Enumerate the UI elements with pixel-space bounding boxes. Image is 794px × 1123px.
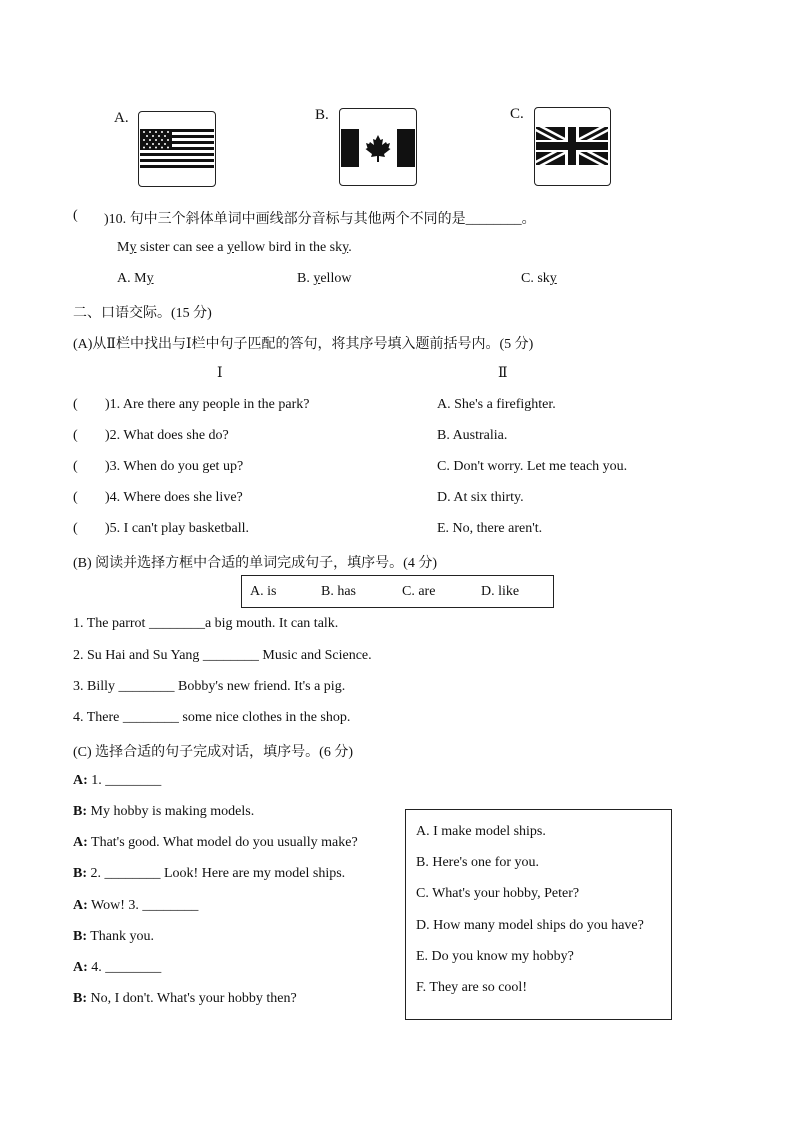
- partB-sentence-4: 4. There ________ some nice clothes in the shop.: [73, 710, 351, 725]
- partA-item3-answer: C. Don't worry. Let me teach you.: [437, 459, 628, 474]
- section2-title: 二、口语交际。(15 分): [73, 306, 212, 321]
- partB-sentence-3: 3. Billy ________ Bobby's new friend. It's a pig.: [73, 679, 346, 694]
- flag-option-b-label: B.: [315, 107, 329, 123]
- partC-option-c: C. What's your hobby, Peter?: [416, 886, 580, 901]
- word-option-b: B. has: [321, 584, 356, 599]
- partA-item5-question: )5. I can't play basketball.: [105, 521, 250, 536]
- partA-item4-question: )4. Where does she live?: [105, 490, 243, 505]
- partA-item4-answer: D. At six thirty.: [437, 490, 524, 505]
- q10-paren-open: (: [73, 208, 78, 223]
- partB-instruction: (B) 阅读并选择方框中合适的单词完成句子，填序号。(4 分): [73, 556, 437, 571]
- q10-prompt: 10. 句中三个斜体单词中画线部分音标与其他两个不同的是________。: [108, 212, 536, 227]
- q10-option-a[interactable]: A. My: [117, 271, 154, 286]
- dialog-line-4: B: 2. ________ Look! Here are my model ships.: [73, 866, 346, 881]
- partA-instruction: (A)从Ⅱ栏中找出与Ⅰ栏中句子匹配的答句，将其序号填入题前括号内。(5 分): [73, 337, 534, 352]
- partC-instruction: (C) 选择合适的句子完成对话，填序号。(6 分): [73, 745, 353, 760]
- word-option-c: C. are: [402, 584, 436, 599]
- partB-sentence-2: 2. Su Hai and Su Yang ________ Music and Science.: [73, 648, 372, 663]
- dialog-line-2: B: My hobby is making models.: [73, 804, 255, 819]
- word-option-a: A. is: [250, 584, 277, 599]
- partA-item2-paren[interactable]: (: [73, 428, 78, 443]
- q10-paren-close: ): [104, 212, 109, 227]
- partA-item5-answer: E. No, there aren't.: [437, 521, 543, 536]
- partA-item4-paren[interactable]: (: [73, 490, 78, 505]
- canada-flag-card: [339, 108, 417, 186]
- partB-word-box: [241, 575, 554, 608]
- partC-option-e: E. Do you know my hobby?: [416, 949, 574, 964]
- partA-item1-question: )1. Are there any people in the park?: [105, 397, 310, 412]
- q10-answer-blank[interactable]: [104, 208, 536, 228]
- partC-option-d: D. How many model ships do you have?: [416, 918, 644, 933]
- uk-flag-icon: [536, 127, 608, 165]
- dialog-line-3: A: That's good. What model do you usually make?: [73, 835, 358, 850]
- usa-flag-icon: [140, 129, 214, 169]
- partC-option-f: F. They are so cool!: [416, 980, 527, 995]
- partA-item2-answer: B. Australia.: [437, 428, 508, 443]
- partC-option-b: B. Here's one for you.: [416, 855, 540, 870]
- partA-item2-question: )2. What does she do?: [105, 428, 229, 443]
- q10-sentence: My sister can see a yellow bird in the sky.: [117, 240, 352, 255]
- dialog-line-7: A: 4. ________: [73, 960, 162, 975]
- flag-option-a-label: A.: [114, 110, 129, 126]
- usa-flag-card: [138, 111, 216, 187]
- dialog-line-1: A: 1. ________: [73, 773, 162, 788]
- partB-sentence-1: 1. The parrot ________a big mouth. It can talk.: [73, 616, 339, 631]
- partA-col1-header: Ⅰ: [217, 366, 223, 381]
- partC-option-a: A. I make model ships.: [416, 824, 546, 839]
- uk-flag-card: [534, 107, 611, 186]
- partA-item3-paren[interactable]: (: [73, 459, 78, 474]
- flag-option-c-label: C.: [510, 106, 524, 122]
- q10-option-b[interactable]: B. yellow: [297, 271, 352, 286]
- canada-flag-icon: [341, 129, 415, 167]
- dialog-line-8: B: No, I don't. What's your hobby then?: [73, 991, 297, 1006]
- partA-item5-paren[interactable]: (: [73, 521, 78, 536]
- partA-item3-question: )3. When do you get up?: [105, 459, 244, 474]
- dialog-line-5: A: Wow! 3. ________: [73, 898, 199, 913]
- q10-option-c[interactable]: C. sky: [521, 271, 557, 286]
- partA-item1-paren[interactable]: (: [73, 397, 78, 412]
- partA-item1-answer: A. She's a firefighter.: [437, 397, 556, 412]
- dialog-line-6: B: Thank you.: [73, 929, 155, 944]
- partC-options-box: [405, 809, 672, 1020]
- partA-col2-header: Ⅱ: [498, 366, 508, 381]
- word-option-d: D. like: [481, 584, 520, 599]
